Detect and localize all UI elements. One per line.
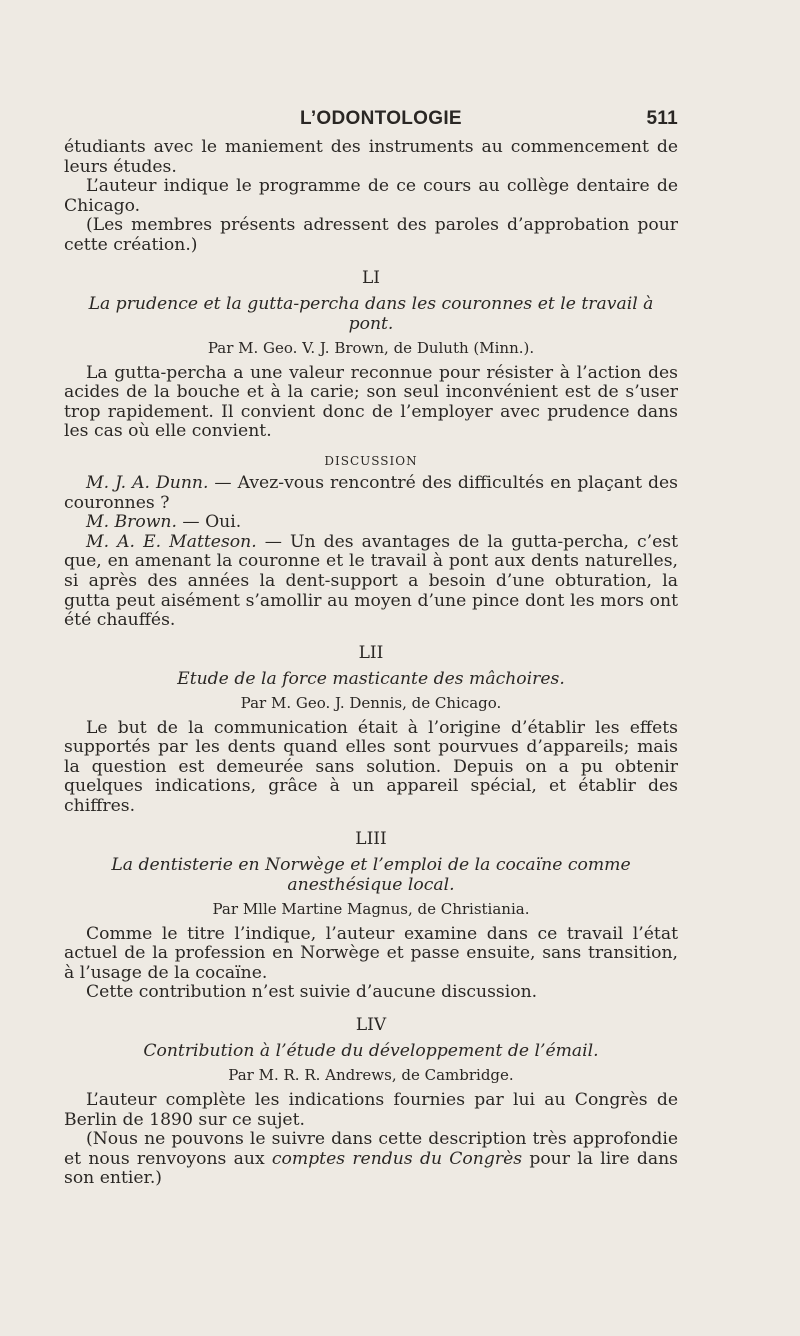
- discussion-text: — Avez-vous rencontré des difficultés en plaçant des couronnes ?: [64, 472, 678, 513]
- paragraph: (Les membres présents adressent des paroles d’approbation pour cette création.): [64, 215, 678, 255]
- speaker-name: M. A. E. Matteson.: [86, 531, 257, 552]
- section-byline: Par Mlle Martine Magnus, de Christiania.: [212, 899, 530, 918]
- discussion-entry: [64, 533, 678, 631]
- section-title: La prudence et la gutta-percha dans les couronnes et le travail à pont.: [88, 293, 654, 334]
- section-title: Contribution à l’étude du développement de l’émail.: [143, 1041, 599, 1062]
- italic-reference: comptes rendus du Congrès: [271, 1148, 523, 1169]
- section-byline: Par M. R. R. Andrews, de Cambridge.: [228, 1066, 514, 1085]
- section-title: Etude de la force masticante des mâchoires.: [177, 668, 565, 689]
- paragraph: L’auteur indique le programme de ce cours au collège dentaire de Chicago.: [64, 176, 678, 216]
- section-byline: Par M. Geo. J. Dennis, de Chicago.: [240, 693, 502, 712]
- discussion-heading: DISCUSSION: [324, 453, 418, 468]
- page-number: 511: [646, 108, 678, 129]
- discussion-entry: [64, 513, 678, 533]
- paragraph: Le but de la communication était à l’origine d’établir les effets supportés par les dents quand elles sont pourvues d’appareils; mais la question est demeurée sans solution. Depuis on a pu obtenir quelques indications, grâce à un appareil spécial, et établir des chiffres.: [64, 717, 678, 817]
- discussion-entry: [64, 474, 678, 513]
- discussion-text: — Oui.: [176, 512, 242, 533]
- section-numeral: LIV: [355, 1015, 387, 1036]
- paragraph: étudiants avec le maniement des instruments au commencement de leurs études.: [64, 137, 678, 177]
- paragraph: Cette contribution n’est suivie d’aucune discussion.: [86, 982, 538, 1003]
- paragraph: [64, 1130, 678, 1189]
- section-byline: Par M. Geo. V. J. Brown, de Duluth (Minn.).: [207, 338, 535, 357]
- paragraph-text: (Nous ne pouvons le suivre dans cette description très approfondie et nous renvoyons aux: [64, 1129, 678, 1169]
- paragraph: La gutta-percha a une valeur reconnue pour résister à l’action des acides de la bouche et à la carie; son seul inconvénient est de s’user trop rapidement. Il convient donc de l’employer avec prudence dans les cas où elle convient.: [64, 362, 678, 442]
- paragraph: Comme le titre l’indique, l’auteur examine dans ce travail l’état actuel de la profession en Norwège et passe ensuite, sans transition, à l’usage de la cocaïne.: [64, 923, 678, 983]
- section-numeral: LI: [361, 267, 380, 288]
- section-numeral: LII: [358, 642, 384, 663]
- speaker-name: M. Brown.: [86, 512, 177, 533]
- journal-title: L’ODONTOLOGIE: [300, 108, 462, 129]
- section-numeral: LIII: [355, 828, 387, 849]
- paragraph-text: pour la lire dans son entier.): [64, 1148, 678, 1189]
- paragraph: L’auteur complète les indications fournies par lui au Congrès de Berlin de 1890 sur ce sujet.: [64, 1090, 678, 1130]
- section-title: La dentisterie en Norwège et l’emploi de la cocaïne comme anesthésique local.: [111, 854, 631, 895]
- speaker-name: M. J. A. Dunn.: [86, 472, 209, 493]
- discussion-text: — Un des avantages de la gutta-percha, c’est que, en amenant la couronne et le travail à pont aux dents naturelles, si après des années la dent-support a besoin d’une obturation, la gutta peut aisément s’amollir au moyen d’une pince dont les mors ont été chauffés.: [64, 531, 679, 631]
- running-header: [300, 108, 678, 130]
